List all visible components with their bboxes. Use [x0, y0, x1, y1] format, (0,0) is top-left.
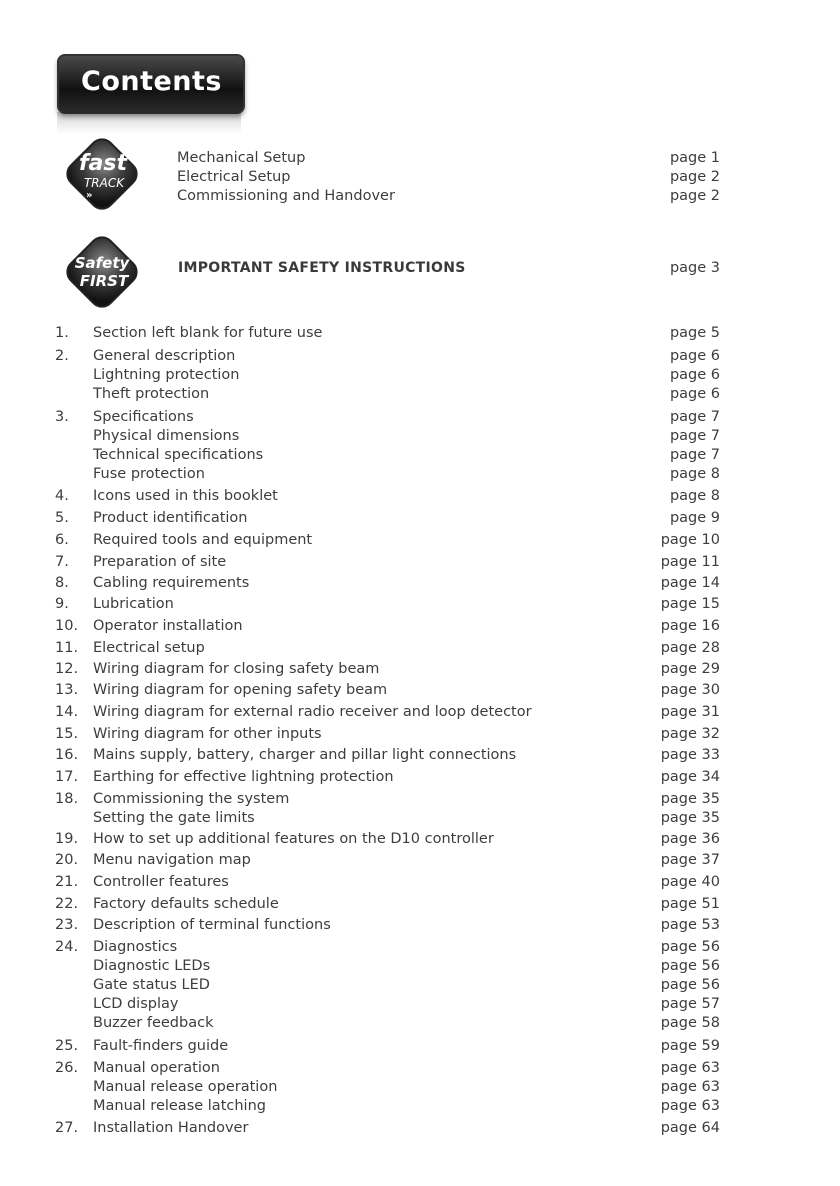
toc-page: page 32 — [660, 726, 720, 742]
toc-number: 5. — [55, 510, 69, 526]
toc-page: page 7 — [669, 409, 720, 425]
toc-label: Wiring diagram for opening safety beam — [93, 682, 388, 698]
toc-number: 20. — [55, 852, 79, 868]
fast-track-entry-label: Mechanical Setup — [177, 150, 306, 166]
toc-page: page 56 — [660, 958, 720, 974]
toc-number: 2. — [55, 348, 69, 364]
toc-label: Earthing for effective lightning protection — [93, 769, 394, 785]
toc-page: page 35 — [660, 810, 720, 826]
toc-page: page 8 — [669, 466, 720, 482]
toc-number: 14. — [55, 704, 79, 720]
toc-number: 4. — [55, 488, 69, 504]
toc-label: Theft protection — [93, 386, 210, 402]
toc-label: How to set up additional features on the D10 controller — [93, 831, 494, 847]
toc-label: Lightning protection — [93, 367, 240, 383]
toc-page: page 35 — [660, 791, 720, 807]
fast-track-entry-page: page 2 — [669, 188, 720, 204]
toc-page: page 59 — [660, 1038, 720, 1054]
toc-page: page 58 — [660, 1015, 720, 1031]
toc-page: page 31 — [660, 704, 720, 720]
toc-label: Gate status LED — [93, 977, 210, 993]
toc-label: Mains supply, battery, charger and pillar light connections — [93, 747, 517, 763]
toc-page: page 63 — [660, 1060, 720, 1076]
toc-page: page 6 — [669, 348, 720, 364]
toc-page: page 8 — [669, 488, 720, 504]
toc-page: page 28 — [660, 640, 720, 656]
toc-page: page 14 — [660, 575, 720, 591]
toc-number: 13. — [55, 682, 79, 698]
toc-page: page 36 — [660, 831, 720, 847]
toc-page: page 30 — [660, 682, 720, 698]
toc-label: Preparation of site — [93, 554, 227, 570]
toc-number: 26. — [55, 1060, 79, 1076]
toc-label: Buzzer feedback — [93, 1015, 214, 1031]
toc-number: 27. — [55, 1120, 79, 1136]
toc-number: 24. — [55, 939, 79, 955]
toc-page: page 56 — [660, 939, 720, 955]
fast-track-entry-label: Commissioning and Handover — [177, 188, 395, 204]
toc-page: page 15 — [660, 596, 720, 612]
fast-track-badge-top: fast — [78, 151, 128, 176]
toc-page: page 56 — [660, 977, 720, 993]
toc-number: 16. — [55, 747, 79, 763]
fast-track-badge-bottom: TRACK — [83, 176, 125, 190]
toc-page: page 40 — [660, 874, 720, 890]
toc-page: page 6 — [669, 386, 720, 402]
toc-label: Product identification — [93, 510, 248, 526]
toc-number: 8. — [55, 575, 69, 591]
toc-number: 12. — [55, 661, 79, 677]
fast-track-entry-page: page 2 — [669, 169, 720, 185]
toc-page: page 34 — [660, 769, 720, 785]
toc-label: Setting the gate limits — [93, 810, 255, 826]
toc-page: page 57 — [660, 996, 720, 1012]
toc-page: page 33 — [660, 747, 720, 763]
toc-label: Wiring diagram for other inputs — [93, 726, 322, 742]
toc-label: Wiring diagram for external radio receiver and loop detector — [93, 704, 532, 720]
toc-label: Physical dimensions — [93, 428, 240, 444]
toc-number: 15. — [55, 726, 79, 742]
fast-track-entry-label: Electrical Setup — [177, 169, 291, 185]
toc-label: Manual release latching — [93, 1098, 266, 1114]
toc-number: 6. — [55, 532, 69, 548]
toc-label: Manual release operation — [93, 1079, 278, 1095]
toc-page: page 64 — [660, 1120, 720, 1136]
toc-label: Diagnostic LEDs — [93, 958, 211, 974]
toc-label: Manual operation — [93, 1060, 220, 1076]
toc-label: Commissioning the system — [93, 791, 290, 807]
fast-track-icon — [56, 128, 148, 220]
toc-number: 1. — [55, 325, 69, 341]
toc-label: Technical specifications — [93, 447, 264, 463]
toc-page: page 9 — [669, 510, 720, 526]
toc-number: 21. — [55, 874, 79, 890]
safety-first-icon — [56, 226, 148, 318]
toc-page: page 16 — [660, 618, 720, 634]
toc-number: 9. — [55, 596, 69, 612]
toc-label: Section left blank for future use — [93, 325, 323, 341]
toc-label: Diagnostics — [93, 939, 178, 955]
toc-page: page 53 — [660, 917, 720, 933]
toc-page: page 29 — [660, 661, 720, 677]
contents-tab — [57, 54, 245, 114]
toc-number: 10. — [55, 618, 79, 634]
fast-track-entry-page: page 1 — [669, 150, 720, 166]
toc-page: page 37 — [660, 852, 720, 868]
toc-label: Factory defaults schedule — [93, 896, 279, 912]
toc-label: LCD display — [93, 996, 179, 1012]
toc-page: page 63 — [660, 1098, 720, 1114]
toc-page: page 7 — [669, 447, 720, 463]
toc-page: page 7 — [669, 428, 720, 444]
safety-badge-top: Safety — [74, 254, 130, 272]
toc-label: Fault-finders guide — [93, 1038, 229, 1054]
toc-page: page 5 — [669, 325, 720, 341]
svg-text:»: » — [86, 190, 93, 201]
toc-page: page 6 — [669, 367, 720, 383]
safety-instructions-title: IMPORTANT SAFETY INSTRUCTIONS — [178, 260, 466, 276]
toc-label: Menu navigation map — [93, 852, 251, 868]
safety-badge-bottom: FIRST — [79, 272, 129, 290]
toc-label: Description of terminal functions — [93, 917, 331, 933]
toc-label: Required tools and equipment — [93, 532, 313, 548]
toc-number: 22. — [55, 896, 79, 912]
page-title: Contents — [81, 66, 223, 97]
toc-label: Specifications — [93, 409, 194, 425]
safety-instructions-page: page 3 — [669, 260, 720, 276]
toc-page: page 51 — [660, 896, 720, 912]
toc-label: Fuse protection — [93, 466, 205, 482]
toc-label: Operator installation — [93, 618, 243, 634]
toc-number: 25. — [55, 1038, 79, 1054]
toc-number: 18. — [55, 791, 79, 807]
toc-number: 19. — [55, 831, 79, 847]
toc-number: 17. — [55, 769, 79, 785]
toc-label: Lubrication — [93, 596, 174, 612]
toc-label: Wiring diagram for closing safety beam — [93, 661, 380, 677]
toc-page: page 10 — [660, 532, 720, 548]
toc-page: page 63 — [660, 1079, 720, 1095]
toc-number: 3. — [55, 409, 69, 425]
toc-label: General description — [93, 348, 236, 364]
toc-number: 23. — [55, 917, 79, 933]
toc-label: Controller features — [93, 874, 229, 890]
toc-number: 7. — [55, 554, 69, 570]
toc-number: 11. — [55, 640, 79, 656]
toc-label: Electrical setup — [93, 640, 205, 656]
toc-label: Installation Handover — [93, 1120, 249, 1136]
toc-label: Cabling requirements — [93, 575, 250, 591]
toc-label: Icons used in this booklet — [93, 488, 278, 504]
toc-page: page 11 — [660, 554, 720, 570]
